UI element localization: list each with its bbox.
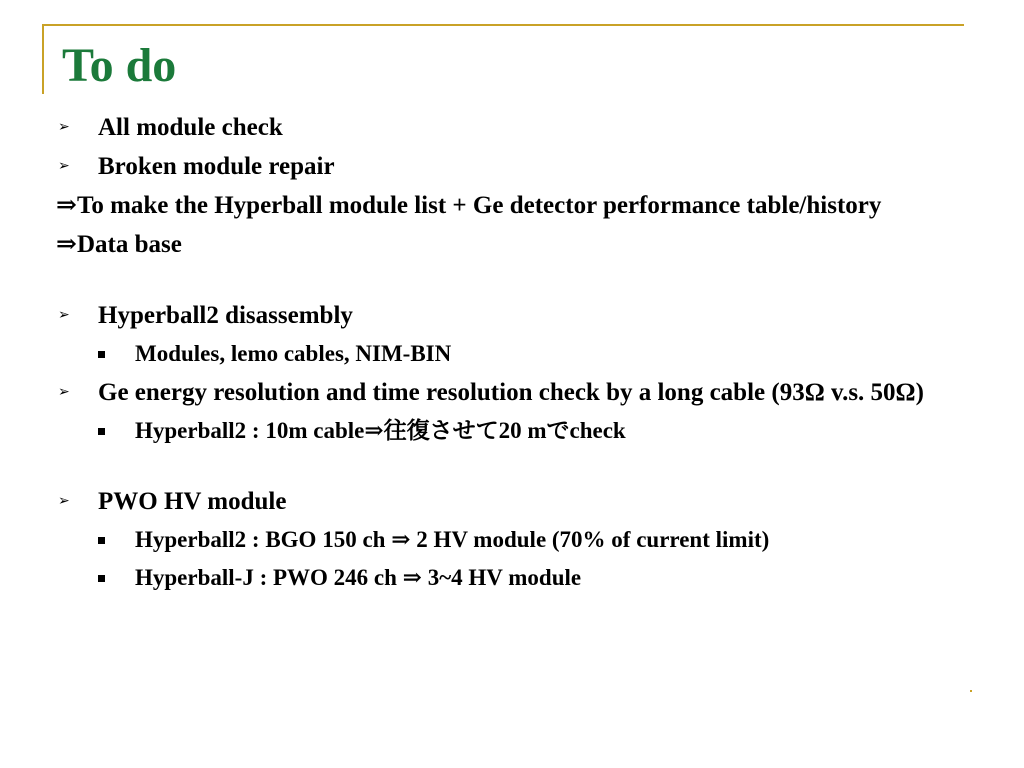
item-text: Hyperball2 disassembly — [98, 302, 353, 329]
item-text: Modules, lemo cables, NIM-BIN — [135, 341, 452, 366]
list-item-module-list — [56, 190, 956, 222]
list-item-broken-module-repair — [56, 151, 956, 183]
slide-title: To do — [62, 39, 177, 92]
arrow-bullet-icon: ➢ — [58, 308, 70, 323]
arrow-bullet-icon: ➢ — [58, 494, 70, 509]
left-accent-rule — [42, 24, 44, 94]
arrow-bullet-icon: ➢ — [58, 385, 70, 400]
decorative-dot — [970, 690, 972, 692]
item-text: Ge energy resolution and time resolution check by a long cable (93Ω v.s. 50Ω) — [98, 379, 924, 406]
top-accent-rule — [42, 24, 964, 26]
arrow-bullet-icon: ➢ — [58, 159, 70, 174]
item-text: Hyperball2 : 10m cable⇒往復させて20 mでcheck — [135, 418, 626, 443]
sub-item-hyperball-j-pwo — [56, 563, 956, 593]
square-bullet-icon — [98, 428, 105, 435]
square-bullet-icon — [98, 351, 105, 358]
item-text: ⇒Data base — [56, 231, 182, 258]
list-item-pwo-hv-module — [56, 486, 956, 518]
item-text: ⇒To make the Hyperball module list + Ge detector performance table/history — [56, 192, 882, 219]
item-text: Hyperball2 : BGO 150 ch ⇒ 2 HV module (70% of current limit) — [135, 527, 770, 552]
spacer — [56, 268, 956, 300]
square-bullet-icon — [98, 575, 105, 582]
slide-content-list — [56, 112, 956, 601]
list-item-all-module-check — [56, 112, 956, 144]
spacer — [56, 454, 956, 486]
list-item-hyperball2-disassembly — [56, 300, 956, 332]
sub-item-modules-cables — [56, 339, 956, 369]
arrow-bullet-icon: ➢ — [58, 120, 70, 135]
sub-item-hyperball2-bgo — [56, 525, 956, 555]
item-text: PWO HV module — [98, 488, 287, 515]
square-bullet-icon — [98, 537, 105, 544]
list-item-ge-resolution-check — [56, 377, 956, 409]
item-text: All module check — [98, 114, 283, 141]
item-text: Broken module repair — [98, 153, 335, 180]
item-text: Hyperball-J : PWO 246 ch ⇒ 3~4 HV module — [135, 565, 582, 590]
list-item-data-base — [56, 229, 956, 261]
sub-item-cable-check — [56, 416, 956, 446]
